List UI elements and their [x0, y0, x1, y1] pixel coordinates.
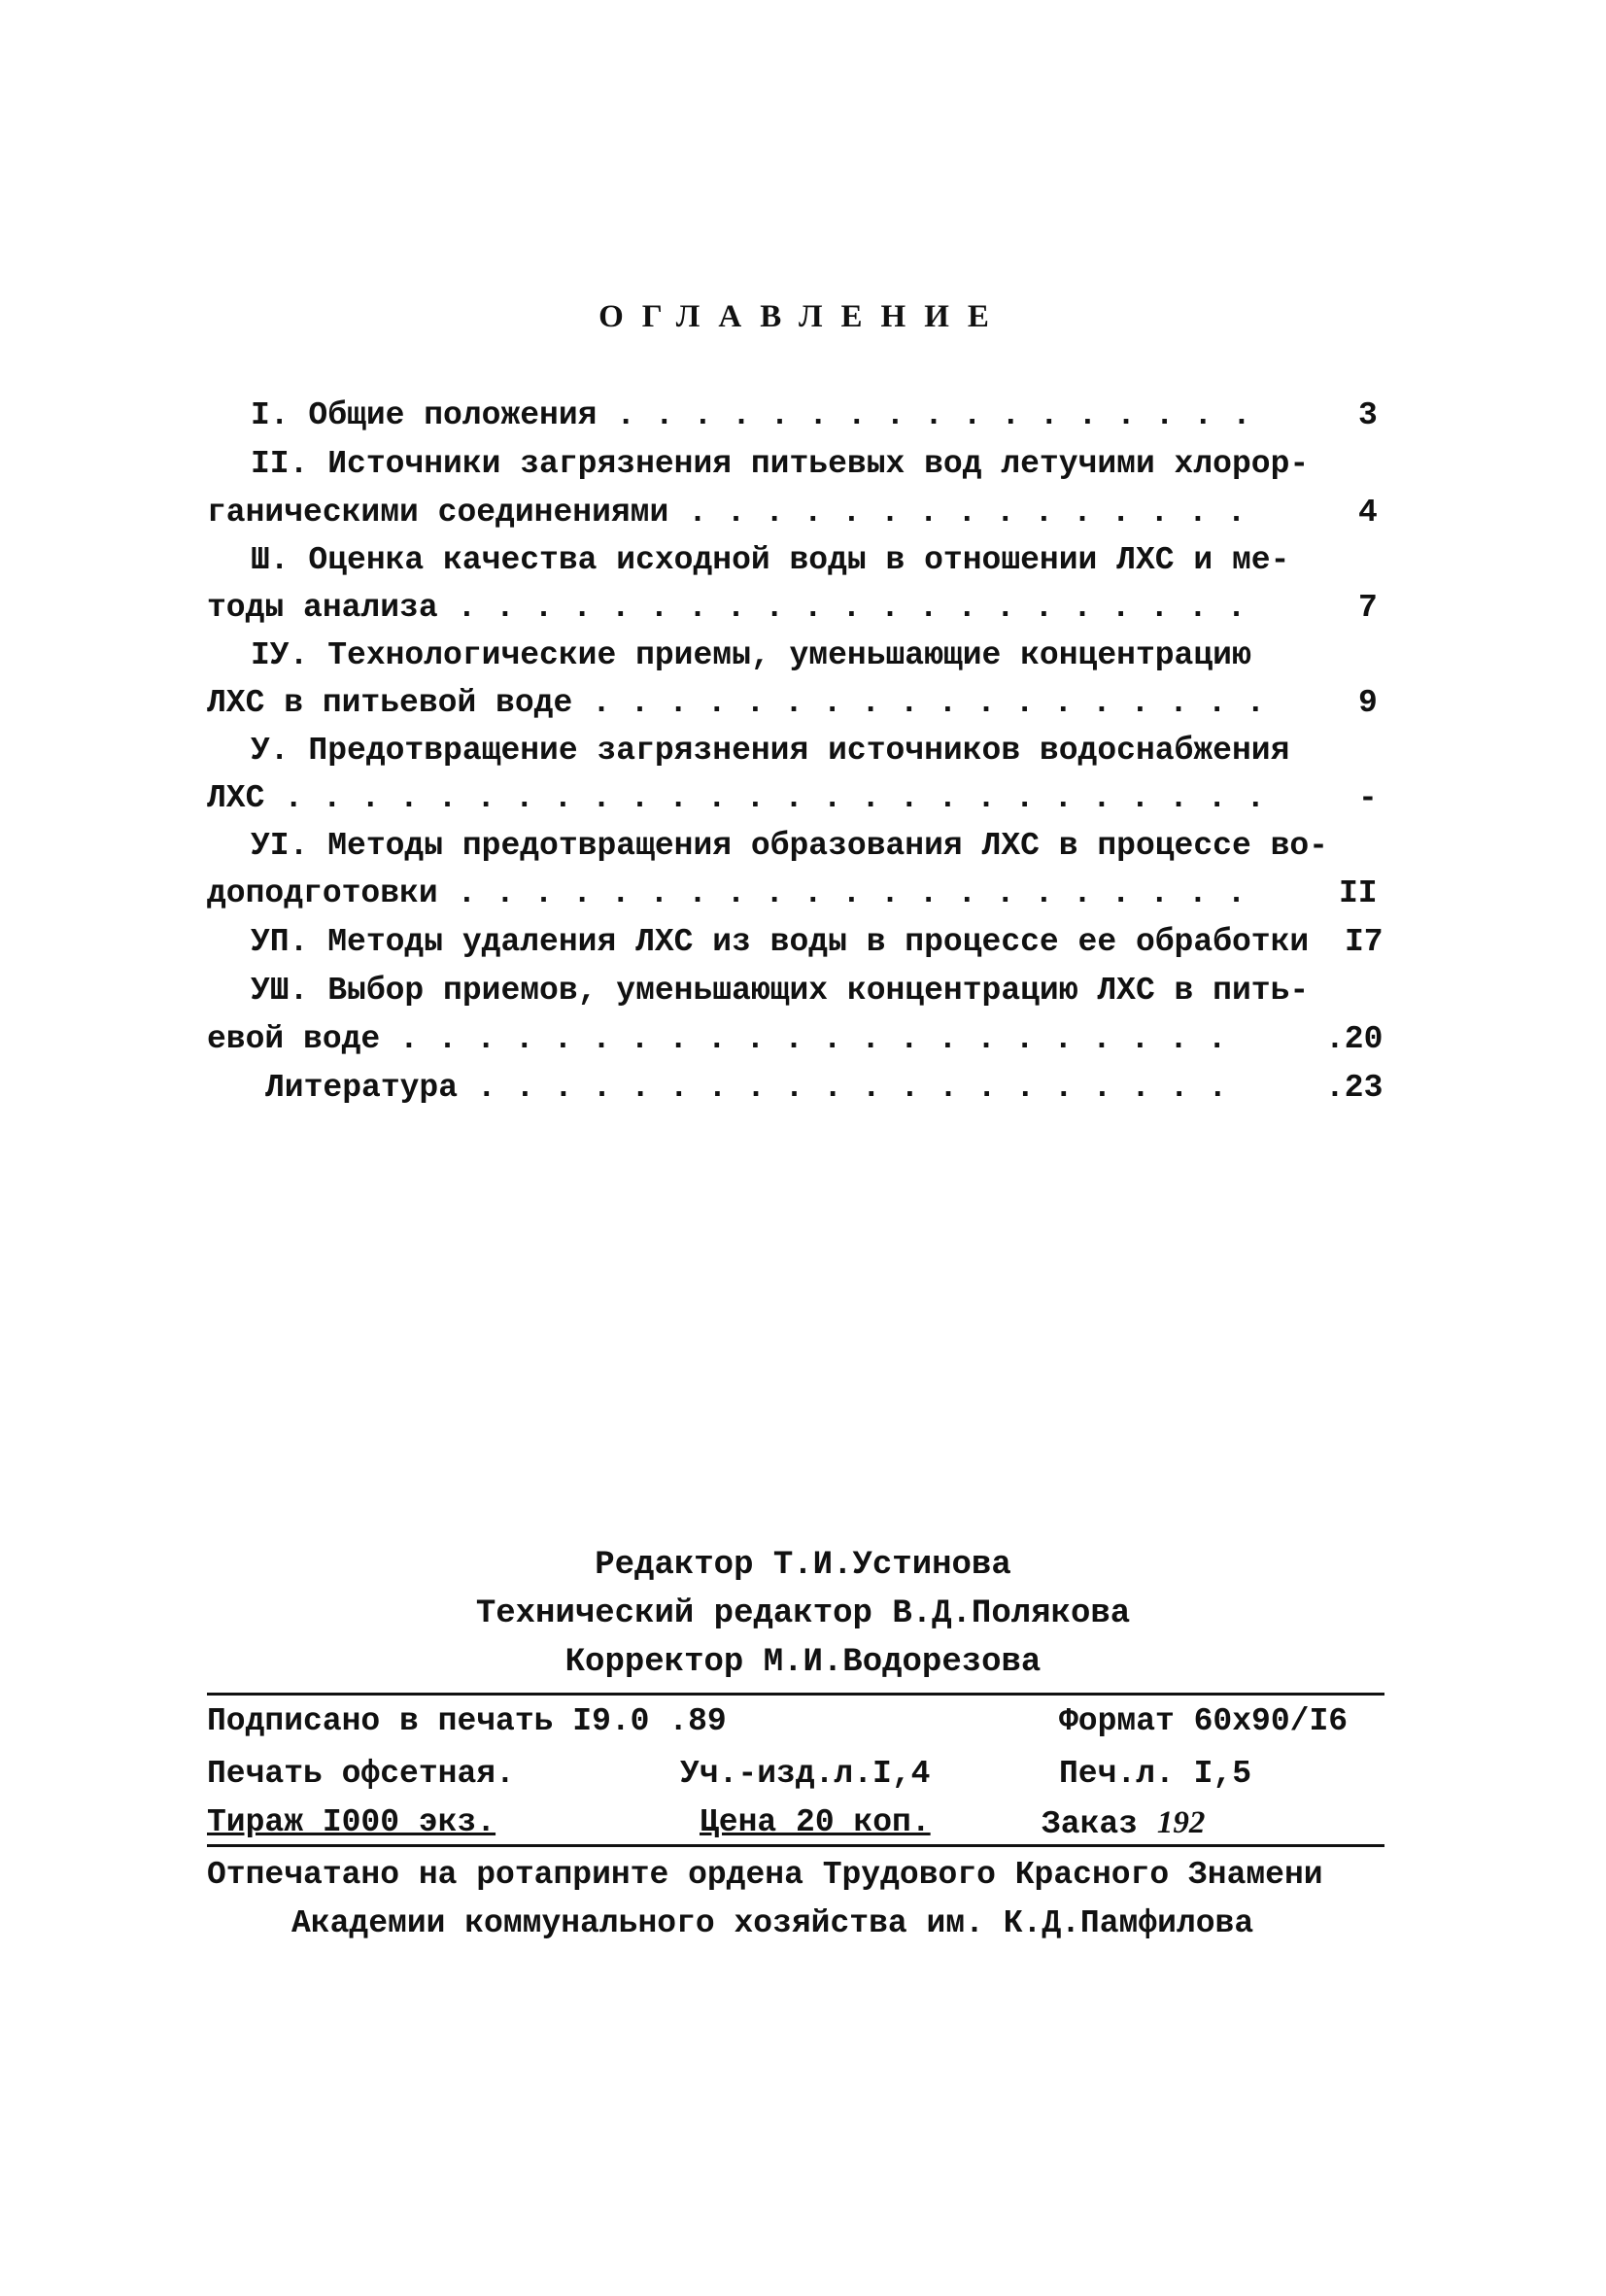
imprint-signed: Подписано в печать I9.0 .89: [207, 1703, 727, 1739]
toc-entry-page: -: [1358, 780, 1378, 816]
toc-entry-8: УШ. Выбор приемов, уменьшающих концентрацию ЛХС в пить-: [251, 973, 1310, 1009]
toc-entry-5: У. Предотвращение загрязнения источников водоснабжения: [251, 733, 1290, 769]
toc-entry-3-cont: тоды анализа . . . . . . . . . . . . . . . . . . . . .: [207, 590, 1247, 626]
toc-entry-6-cont: доподготовки . . . . . . . . . . . . . . . . . . . . .: [207, 875, 1247, 911]
toc-entry-page: I7: [1345, 924, 1384, 960]
toc-entry-4-cont: ЛХС в питьевой воде . . . . . . . . . . . . . . . . . .: [207, 685, 1266, 721]
toc-entry-page: 9: [1358, 685, 1378, 721]
toc-entry-page: .23: [1325, 1070, 1384, 1106]
toc-title: ОГЛАВЛЕНИЕ: [598, 299, 1008, 334]
toc-entry-page: .20: [1325, 1021, 1384, 1057]
toc-entry-4: IУ. Технологические приемы, уменьшающие концентрацию: [251, 637, 1251, 673]
credit-proofreader: Корректор М.И.Водорезова: [564, 1644, 1042, 1681]
toc-entry-page: 4: [1358, 495, 1378, 531]
toc-entry-3: Ш. Оценка качества исходной воды в отношении ЛХС и ме-: [251, 542, 1290, 578]
imprint-uch-izd: Уч.-изд.л.I,4: [680, 1756, 931, 1792]
credit-tech-editor: Технический редактор В.Д.Полякова: [475, 1595, 1131, 1632]
toc-entry-page: 7: [1358, 590, 1378, 626]
toc-entry-6: УI. Методы предотвращения образования ЛХС в процессе во-: [251, 828, 1328, 864]
toc-entry-page: 3: [1358, 397, 1378, 433]
imprint-price: Цена 20 коп.: [700, 1804, 931, 1840]
toc-entry-label: I. Общие положения . . . . . . . . . . . . . . . . .: [251, 397, 1251, 433]
imprint-printed-line-1: Отпечатано на ротапринте ордена Трудового Красного Знамени: [207, 1857, 1323, 1893]
imprint-print-type: Печать офсетная.: [207, 1756, 515, 1792]
toc-entry-page: II: [1339, 875, 1378, 911]
imprint-format: Формат 60х90/I6: [1059, 1703, 1349, 1739]
top-rule: [207, 1693, 1384, 1696]
toc-entry-8-cont: евой воде . . . . . . . . . . . . . . . . . . . . . .: [207, 1021, 1227, 1057]
toc-entry-7: УП. Методы удаления ЛХС из воды в процессе ее обработки: [251, 924, 1310, 960]
imprint-order-number: 192: [1156, 1805, 1206, 1840]
toc-entry-5-cont: ЛХС . . . . . . . . . . . . . . . . . . . . . . . . . .: [207, 780, 1266, 816]
imprint-order-label: Заказ: [1042, 1806, 1139, 1842]
imprint-printed-line-2: Академии коммунального хозяйства им. К.Д.Памфилова: [291, 1905, 1254, 1941]
imprint-tirazh: Тираж I000 экз.: [207, 1804, 496, 1840]
imprint-order: [1042, 1803, 1205, 1844]
bottom-rule: [207, 1844, 1384, 1847]
toc-entry-1: [251, 396, 1251, 435]
toc-entry-literature: Литература . . . . . . . . . . . . . . . . . . . .: [265, 1070, 1228, 1106]
toc-entry-2-cont: ганическими соединениями . . . . . . . . . . . . . . .: [207, 495, 1247, 531]
imprint-pech-l: Печ.л. I,5: [1059, 1756, 1252, 1792]
credit-editor: Редактор Т.И.Устинова: [595, 1547, 1011, 1584]
toc-entry-2: II. Источники загрязнения питьевых вод летучими хлорор-: [251, 446, 1310, 482]
